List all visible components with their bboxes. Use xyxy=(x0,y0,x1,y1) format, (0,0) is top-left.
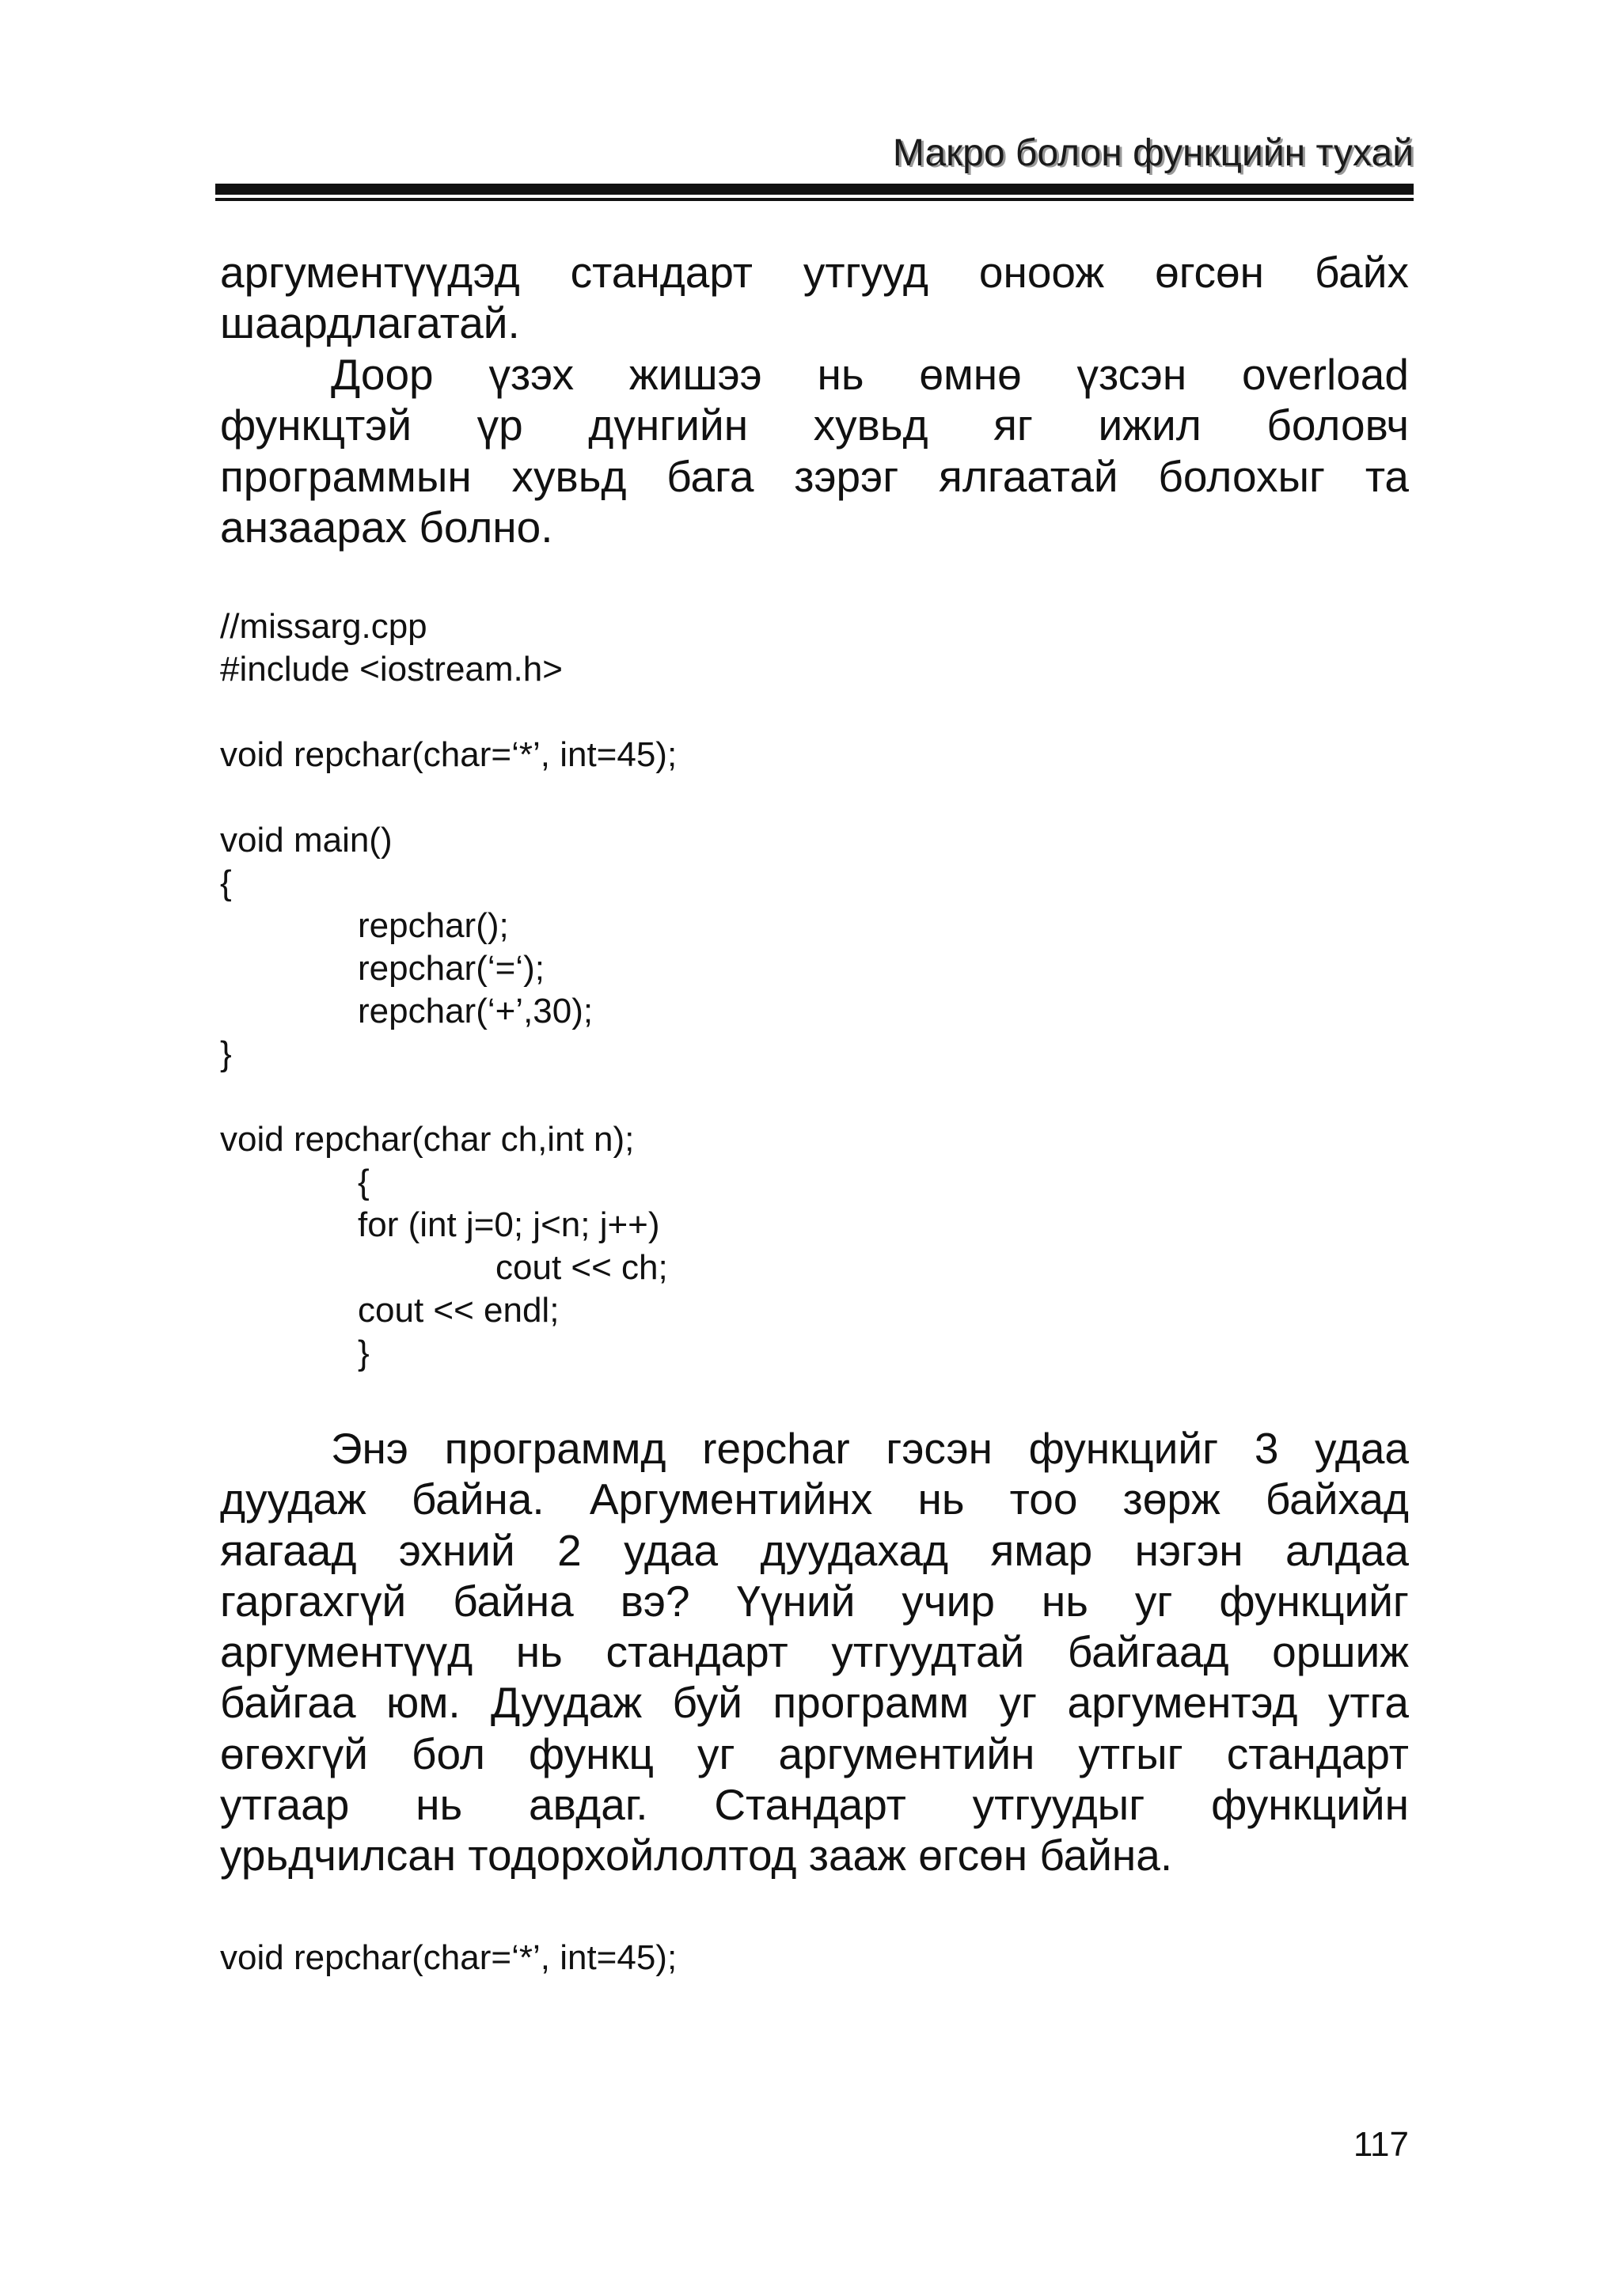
code-line: void repchar(char=‘*’, int=45); xyxy=(220,1938,678,1977)
paragraph-line: аргументүүд нь стандарт утгуудтай байгаад оршиж xyxy=(220,1627,1409,1677)
code-line: cout << ch; xyxy=(495,1248,668,1287)
paragraph-line: байгаа юм. Дуудаж буй программ уг аргументэд утга xyxy=(220,1678,1409,1728)
paragraph-line: Доор үзэх жишээ нь өмнө үзсэн overload xyxy=(331,350,1409,399)
code-line: void main() xyxy=(220,821,393,860)
code-line: } xyxy=(220,1034,232,1073)
code-line: { xyxy=(358,1163,370,1201)
code-line: { xyxy=(220,863,232,902)
paragraph-1 xyxy=(220,247,1409,349)
paragraph-line: өгөхгүй бол функц уг аргументийн утгыг стандарт xyxy=(220,1729,1409,1778)
code-line: //missarg.cpp xyxy=(220,607,427,646)
paragraph-line: урьдчилсан тодорхойлолтод зааж өгсөн байна. xyxy=(220,1831,1173,1880)
paragraph-line: яагаад эхний 2 удаа дуудахад ямар нэгэн алдаа xyxy=(220,1525,1409,1575)
running-header: Макро болон функцийн тухай xyxy=(892,132,1414,174)
code-line: #include <iostream.h> xyxy=(220,650,563,689)
code-line: void repchar(char ch,int n); xyxy=(220,1120,635,1159)
paragraph-line: анзаарах болно. xyxy=(220,502,553,552)
paragraph-line: дуудаж байна. Аргументийнх нь тоо зөрж байхад xyxy=(220,1474,1409,1524)
paragraph-2 xyxy=(220,349,1409,552)
header-rule-thick xyxy=(215,184,1414,195)
paragraph-line: шаардлагатай. xyxy=(220,298,520,348)
code-line: cout << endl; xyxy=(358,1291,560,1330)
paragraph-line: программын хувьд бага зэрэг ялгаатай болохыг та xyxy=(220,451,1409,501)
code-line: repchar(); xyxy=(358,906,509,945)
paragraph-line: Энэ программд repchar гэсэн функцийг 3 удаа xyxy=(331,1424,1409,1473)
paragraph-line: гаргахгүй байна вэ? Үүний учир нь уг функцийг xyxy=(220,1576,1409,1626)
paragraph-3 xyxy=(220,1423,1409,1881)
paragraph-line: утгаар нь авдаг. Стандарт утгуудыг функцийн xyxy=(220,1780,1409,1830)
page-number: 117 xyxy=(1353,2125,1409,2164)
code-line: repchar(‘+’,30); xyxy=(358,992,594,1030)
code-line: for (int j=0; j<n; j++) xyxy=(358,1205,660,1244)
header-rule-thin xyxy=(215,198,1414,201)
paragraph-line: аргументүүдэд стандарт утгууд оноож өгсөн байх xyxy=(220,248,1409,297)
paragraph-line: функцтэй үр дүнгийн хувьд яг ижил боловч xyxy=(220,400,1409,450)
code-line: repchar(‘=‘); xyxy=(358,949,545,988)
code-line: void repchar(char=‘*’, int=45); xyxy=(220,735,678,774)
code-line: } xyxy=(358,1334,370,1372)
